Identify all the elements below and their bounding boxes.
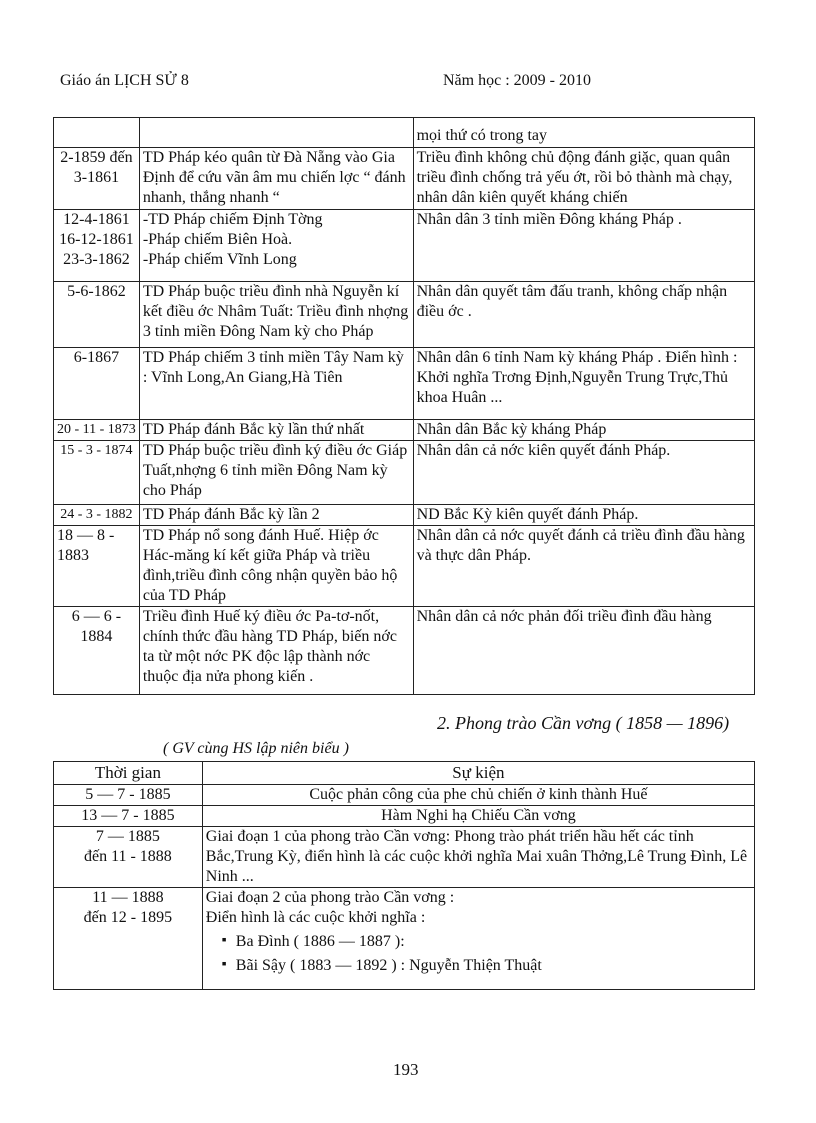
table-row: [54, 607, 755, 695]
table-row: [54, 441, 755, 505]
table-row: [54, 148, 755, 210]
reaction-cell: Nhân dân Bắc kỳ kháng Pháp: [413, 420, 754, 441]
event-cell: TD Pháp buộc triều đình ký điều ớc Giáp Tuất,nhợng 6 tỉnh miền Đông Nam kỳ cho Pháp: [139, 441, 413, 505]
reaction-cell: mọi thứ có trong tay: [413, 118, 754, 148]
event-cell: TD Pháp buộc triều đình nhà Nguyễn kí kết điều ớc Nhâm Tuất: Triều đình nhợng 3 tỉnh miền Đông Nam kỳ cho Pháp: [139, 282, 413, 348]
date-cell: 5-6-1862: [54, 282, 140, 348]
reaction-cell: ND Bắc Kỳ kiên quyết đánh Pháp.: [413, 505, 754, 526]
event-cell: TD Pháp đánh Bắc kỳ lần 2: [139, 505, 413, 526]
reaction-cell: Nhân dân 6 tỉnh Nam kỳ kháng Pháp . Điển hình : Khởi nghĩa Trơng Định,Nguyễn Trung Trực,Thủ khoa Huân ...: [413, 348, 754, 420]
table-row: [54, 827, 755, 888]
phase-2-intro: Giai đoạn 2 của phong trào Cần vơng :: [205, 889, 455, 906]
table-row: [54, 420, 755, 441]
date-cell: 18 — 8 - 1883: [54, 526, 140, 607]
table-row: [54, 785, 755, 806]
event-cell: Triều đình Huế ký điều ớc Pa-tơ-nốt, chính thức đầu hàng TD Pháp, biến nớc ta từ một nớc PK độc lập thành nớc thuộc địa nửa phong kiến .: [139, 607, 413, 695]
events-table-1858-1884: [53, 117, 755, 695]
time-cell: 7 — 1885 đến 11 - 1888: [54, 827, 203, 888]
reaction-cell: Triều đình không chủ động đánh giặc, quan quân triều đình chống trả yếu ớt, rồi bỏ thành mà chạy, nhân dân kiên quyết kháng chiến: [413, 148, 754, 210]
time-cell: 5 — 7 - 1885: [54, 785, 203, 806]
date-cell: 15 - 3 - 1874: [54, 441, 140, 505]
date-cell: 24 - 3 - 1882: [54, 505, 140, 526]
date-cell: 6-1867: [54, 348, 140, 420]
table-row: [54, 526, 755, 607]
date-cell: 12-4-1861 16-12-1861 23-3-1862: [54, 210, 140, 282]
phase-2-lead: Điển hình là các cuộc khởi nghĩa :: [205, 909, 426, 926]
event-cell: -TD Pháp chiếm Định Tờng -Pháp chiếm Biên Hoà. -Pháp chiếm Vĩnh Long: [139, 210, 413, 282]
reaction-cell: Nhân dân quyết tâm đấu tranh, không chấp nhận điều ớc .: [413, 282, 754, 348]
reaction-cell: Nhân dân cả nớc phản đối triều đình đầu hàng: [413, 607, 754, 695]
table-row: [54, 806, 755, 827]
column-header-time: Thời gian: [54, 762, 203, 785]
column-header-event: Sự kiện: [202, 762, 754, 785]
date-cell: 6 — 6 - 1884: [54, 607, 140, 695]
table-row: [54, 505, 755, 526]
table-row: [54, 348, 755, 420]
event-cell: [202, 888, 754, 990]
table-row: [54, 282, 755, 348]
time-cell: 13 — 7 - 1885: [54, 806, 203, 827]
table-row: [54, 210, 755, 282]
event-cell: TD Pháp kéo quân từ Đà Nẵng vào Gia Định để cứu vãn âm mu chiến lợc “ đánh nhanh, thắng nhanh “: [139, 148, 413, 210]
reaction-cell: Nhân dân cả nớc kiên quyết đánh Pháp.: [413, 441, 754, 505]
date-cell: 2-1859 đến 3-1861: [54, 148, 140, 210]
event-cell: Cuộc phản công của phe chủ chiến ở kinh thành Huế: [202, 785, 754, 806]
can-vuong-timeline-table: [53, 761, 755, 990]
bullet-item: ▪ Ba Đình ( 1886 — 1887 ):: [216, 932, 751, 952]
time-cell: 11 — 1888 đến 12 - 1895: [54, 888, 203, 990]
section-2-title: 2. Phong trào Cần vơng ( 1858 — 1896): [437, 713, 730, 733]
reaction-cell: Nhân dân 3 tỉnh miền Đông kháng Pháp .: [413, 210, 754, 282]
page-header: [60, 72, 720, 102]
table-row: [54, 888, 755, 990]
section-2-note: ( GV cùng HS lập niên biểu ): [163, 740, 349, 757]
event-cell: TD Pháp nổ song đánh Huế. Hiệp ớc Hác-măng kí kết giữa Pháp và triều đình,triều đình công nhận quyền bảo hộ của TD Pháp: [139, 526, 413, 607]
page-number: 193: [393, 1060, 419, 1079]
date-cell: 20 - 11 - 1873: [54, 420, 140, 441]
table-header-row: [54, 762, 755, 785]
date-cell: [54, 118, 140, 148]
event-cell: Hàm Nghi hạ Chiếu Cần vơng: [202, 806, 754, 827]
event-cell: TD Pháp chiếm 3 tỉnh miền Tây Nam kỳ : Vĩnh Long,An Giang,Hà Tiên: [139, 348, 413, 420]
bullet-item: ▪ Bãi Sậy ( 1883 — 1892 ) : Nguyễn Thiện Thuật: [216, 956, 751, 976]
reaction-cell: Nhân dân cả nớc quyết đánh cả triều đình đầu hàng và thực dân Pháp.: [413, 526, 754, 607]
event-cell: Giai đoạn 1 của phong trào Cần vơng: Phong trào phát triển hầu hết các tỉnh Bắc,Trung Kỳ, điển hình là các cuộc khởi nghĩa Mai xuân Thởng,Lê Trung Đình, Lê Ninh ...: [202, 827, 754, 888]
event-cell: TD Pháp đánh Bắc kỳ lần thứ nhất: [139, 420, 413, 441]
table-row: [54, 118, 755, 148]
header-right: Năm học : 2009 - 2010: [443, 72, 591, 89]
header-left: Giáo án LỊCH SỬ 8: [60, 72, 189, 89]
event-cell: [139, 118, 413, 148]
